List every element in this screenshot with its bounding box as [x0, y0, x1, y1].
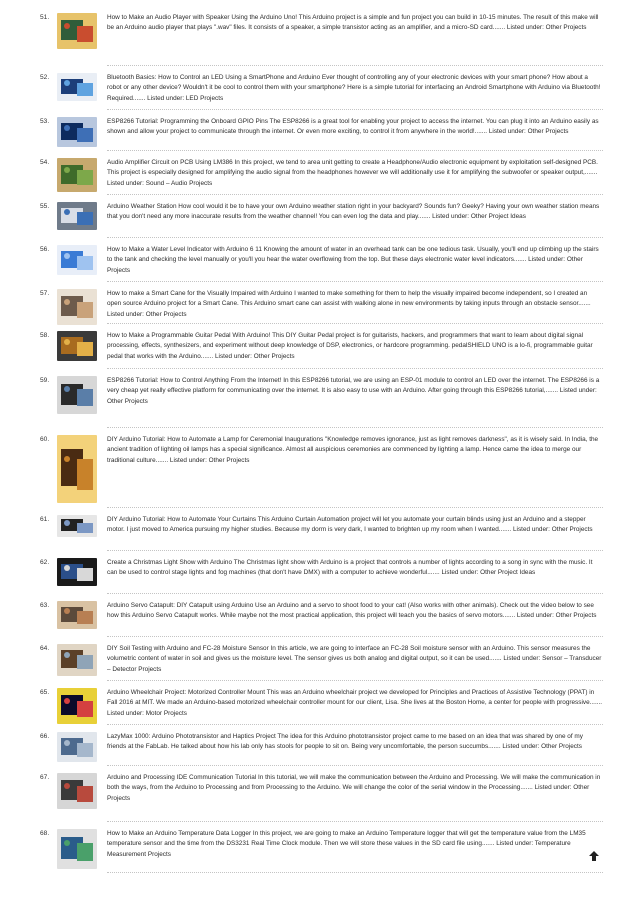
item-title[interactable]: ESP8266 Tutorial: How to Control Anything From the Internet! — [107, 377, 282, 384]
item-text — [107, 245, 603, 276]
item-number: 68. — [40, 830, 50, 837]
item-text — [107, 13, 603, 34]
divider — [107, 323, 603, 324]
item-title[interactable]: How to Make an Audio Player with Speaker Using the Arduino Uno! — [107, 14, 298, 21]
divider — [107, 765, 603, 766]
up-arrow-icon[interactable] — [588, 850, 600, 862]
bluetooth-led-thumbnail-icon[interactable] — [57, 73, 97, 101]
divider — [107, 680, 603, 681]
item-text — [107, 601, 603, 622]
item-description: In this project, we tend to area unit getting to create a Headphone/Audio electronic equipment by exploitation self-designed PCB. This project is especially designed for amplifying the audio signal from the headphones however we will additionally use it for amplifying the subwoofer or speaker output,....... — [107, 159, 598, 177]
item-number: 52. — [40, 74, 50, 81]
esp8266-internet-thumbnail-icon[interactable] — [57, 376, 97, 414]
item-listed-under[interactable]: Listed under: Other Projects — [107, 387, 597, 405]
item-number: 53. — [40, 118, 50, 125]
item-description: This Arduino project is a simple and fun project you can build in 10-15 minutes. The result of this make will be an Arduino audio player that plays ".wav" files. It consists of a speaker, a simple transistor acting as an amplifier, and a micro-SD card....... — [107, 14, 599, 32]
item-number: 60. — [40, 436, 50, 443]
item-title[interactable]: Arduino Servo Catapult: DIY Catapult using Arduino — [107, 602, 254, 609]
item-description: 6 11 Knowing the amount of water in an overhead tank can be one tedious task. Usually, you'll end up climbing up the stairs to the tank and checking the level manually or you'll you hear the water overflowing from the top. But these days electronic water level indicators....... — [107, 246, 599, 264]
item-title[interactable]: How to Make a Programmable Guitar Pedal With Arduino! — [107, 332, 271, 339]
item-description: In this ESP8266 tutorial, we are using an ESP-01 module to control an LED over the internet. The ESP8266 is a very cheap yet really effective platform for communicating over the internet. It is also easy to use with an Arduino. After going through this ESP8266 tutorial,....... — [107, 377, 600, 395]
ceremonial-lamp-thumbnail-icon[interactable] — [57, 435, 97, 503]
water-level-thumbnail-icon[interactable] — [57, 245, 97, 275]
divider — [107, 872, 603, 873]
guitar-pedal-thumbnail-icon[interactable] — [57, 331, 97, 361]
item-title[interactable]: How to Make an Arduino Temperature Data Logger — [107, 830, 252, 837]
item-listed-under[interactable]: Listed under: Sound – Audio Projects — [107, 179, 213, 187]
item-title[interactable]: DIY Soil Testing with Arduino and FC-28 Moisture Sensor — [107, 645, 269, 652]
item-text — [107, 117, 603, 138]
wheelchair-thumbnail-icon[interactable] — [57, 688, 97, 724]
item-description: This was an Arduino wheelchair project we developed for Principles and Practices of Assistive Technology (PPAT) in Fall 2016 at MIT. We made an Arduino-based motorized wheelchair controller mount for our client, Lisa. She lives at the Boston Home, a center for people with progressive....... — [107, 689, 603, 707]
item-text — [107, 376, 603, 407]
curtain-automation-thumbnail-icon[interactable] — [57, 515, 97, 537]
item-description: I wanted to make something for them to help the visually impaired become independent, so I created an open source Arduino project for a Smart Cane. This Arduino smart cane can assist with walking alone in new environments by taking inputs through an obstacle sensor....... — [107, 290, 591, 308]
item-listed-under[interactable]: Listed under: Other Projects — [215, 352, 295, 360]
item-description: The Christmas light show with Arduino is a project that controls a number of lights according to a song in sync with the music. It can be used to control stage lights and fog machines (that don't have DMX) with a computer to achieve wonderful....... — [107, 559, 593, 577]
item-text — [107, 73, 603, 104]
item-listed-under[interactable]: Listed under: Other Projects — [513, 526, 593, 534]
item-number: 67. — [40, 774, 50, 781]
divider — [107, 237, 603, 238]
item-listed-under[interactable]: Listed under: Other Projects — [502, 743, 582, 751]
item-title[interactable]: How to make a Smart Cane for the Visually Impaired with Arduino — [107, 290, 293, 297]
item-title[interactable]: Create a Christmas Light Show with Arduino — [107, 559, 233, 566]
item-listed-under[interactable]: Listed under: Other Projects — [107, 784, 590, 802]
item-title[interactable]: Arduino Weather Station — [107, 203, 177, 210]
item-text — [107, 644, 603, 675]
item-text — [107, 515, 603, 536]
servo-catapult-thumbnail-icon[interactable] — [57, 601, 97, 629]
divider — [107, 821, 603, 822]
item-listed-under[interactable]: Listed under: Other Projects — [107, 310, 187, 318]
weather-station-thumbnail-icon[interactable] — [57, 202, 97, 230]
divider — [107, 109, 603, 110]
divider — [107, 150, 603, 151]
item-text — [107, 435, 603, 466]
smart-cane-thumbnail-icon[interactable] — [57, 289, 97, 325]
item-description: The ESP8266 is a great tool for enabling your project to access the internet. You can plug it into an Arduino easily as shown and allow your project to communicate through the internet. Or even more exciting, to control it from anywhere in the world!....... — [107, 118, 599, 136]
item-listed-under[interactable]: Listed under: Other Projects — [516, 612, 597, 620]
item-listed-under[interactable]: Listed under: Other Projects — [488, 128, 569, 136]
item-description: The idea for this Arduino phototransistor project came to me based on an idea that was shared by one of my friends at the FabLab. He talked about how his lab only has stools for people to sit on. Being very uncomfortable, the person succumbs....... — [107, 733, 583, 751]
item-description: In this article, we are going to interface an FC-28 Soil moisture sensor with an Arduino. This sensor measures the volumetric content of water in soil and gives us the moisture level. The sensor gives us both analog and digital output, so it can be used....... — [107, 645, 591, 663]
item-number: 65. — [40, 689, 50, 696]
item-number: 56. — [40, 246, 50, 253]
item-listed-under[interactable]: Listed under: Other Projects — [169, 456, 250, 464]
item-description: This DIY Guitar Pedal project is for guitarists, hackers, and programmers that want to learn about digital signal processing, effects, synthesizers, and experiment without deep knowledge of DSP, electronics, or hardcore programming. pedalSHIELD UNO is a lo-fi, programmable guitar pedal that works with the Arduino....... — [107, 332, 593, 360]
item-number: 62. — [40, 559, 50, 566]
item-title[interactable]: Bluetooth Basics: How to Control an LED Using a SmartPhone and Arduino — [107, 74, 321, 81]
lazymax-thumbnail-icon[interactable] — [57, 732, 97, 762]
item-number: 51. — [40, 14, 50, 21]
divider — [107, 593, 603, 594]
divider — [107, 550, 603, 551]
item-number: 55. — [40, 203, 50, 210]
item-title[interactable]: DIY Arduino Tutorial: How to Automate a Lamp for Ceremonial Inaugurations — [107, 436, 324, 443]
item-listed-under[interactable]: Listed under: Other Projects — [506, 24, 587, 32]
item-title[interactable]: LazyMax 1000: Arduino Phototransistor and Haptics Project — [107, 733, 276, 740]
item-number: 57. — [40, 290, 50, 297]
divider — [107, 281, 603, 282]
divider — [107, 65, 603, 66]
item-listed-under[interactable]: Listed under: Temperature Measurement Projects — [107, 840, 571, 858]
item-text — [107, 732, 603, 753]
item-listed-under[interactable]: Listed under: Sensor – Transducer – Detector Projects — [107, 655, 602, 673]
divider — [107, 194, 603, 195]
item-description: In this project, we are going to make an Arduino Temperature logger that will get the temperature value from the LM35 temperature sensor and the time from the DS3231 Real Time Clock module. Then we will store these values in the SD card file using....... — [107, 830, 586, 848]
item-text — [107, 158, 603, 189]
item-description: How cool would it be to have your own Arduino weather station right in your backyard? Sounds fun? Geeky? Having your own weather station means that you don't need any more inaccurate results from the weather channel! You can even log the data and play....... — [107, 203, 600, 221]
christmas-lights-thumbnail-icon[interactable] — [57, 558, 97, 586]
item-number: 66. — [40, 733, 50, 740]
item-description: In this tutorial, we will make the communication between the Arduino and Processing. We will make the communication in both the ways, from the Arduino to Processing and from Processing to the Arduino. We will change the color of the serial window in the Processing....... — [107, 774, 601, 792]
item-number: 64. — [40, 645, 50, 652]
divider — [107, 427, 603, 428]
item-listed-under[interactable]: Listed under: Other Projects — [107, 256, 583, 274]
item-text — [107, 202, 603, 223]
item-text — [107, 558, 603, 579]
item-title[interactable]: ESP8266 Tutorial: Programming the Onboard GPIO Pins — [107, 118, 268, 125]
item-listed-under[interactable]: Listed under: Other Project Ideas — [441, 569, 536, 577]
item-title[interactable]: Arduino and Processing IDE Communication Tutorial — [107, 774, 257, 781]
item-text — [107, 331, 603, 362]
divider — [107, 636, 603, 637]
divider — [107, 724, 603, 725]
item-number: 59. — [40, 377, 50, 384]
processing-ide-thumbnail-icon[interactable] — [57, 773, 97, 809]
amplifier-pcb-thumbnail-icon[interactable] — [57, 158, 97, 192]
item-text — [107, 829, 603, 860]
item-description: This Arduino Curtain Automation project will let you automate your curtain blinds using just an Arduino and a stepper motor. I just moved to America pursuing my higher studies. Because my dorm is very dark, I wanted to brighten up my room when I wanted....... — [107, 516, 586, 534]
item-text — [107, 688, 603, 719]
item-description: Use an Arduino and a servo to shoot food to your cat! (Also works with other animals). Check out the video below to see how this Arduino Servo Catapult works. While maybe not the most practical application, this project will teach you the basics of servo motors....... — [107, 602, 594, 620]
item-title[interactable]: How to Make a Water Level Indicator with Arduino — [107, 246, 249, 253]
item-listed-under[interactable]: Listed under: LED Projects — [147, 94, 224, 102]
item-number: 61. — [40, 516, 50, 523]
item-description: Ever thought of controlling any of your electronic devices with your smart phone? How about a robot or any other device? Wouldn't it be cool to control them with your smartphone? Here is a simple tutorial for interfacing an Android Smartphone with Arduino via Bluetooth! Required....... — [107, 74, 601, 102]
divider — [107, 507, 603, 508]
item-description: "Knowledge removes ignorance, just as light removes darkness", as it is wisely said. In India, the ancient tradition of lighting oil lamps has a special significance. Almost all auspicious ceremonies are commenced by lighting a lamp. Hence came the idea to merge our traditional culture....... — [107, 436, 599, 464]
esp8266-board-thumbnail-icon[interactable] — [57, 117, 97, 147]
item-listed-under[interactable]: Listed under: Motor Projects — [107, 709, 187, 717]
soil-moisture-thumbnail-icon[interactable] — [57, 644, 97, 676]
divider — [107, 368, 603, 369]
item-title[interactable]: Arduino Wheelchair Project: Motorized Controller Mount — [107, 689, 266, 696]
item-number: 54. — [40, 159, 50, 166]
item-number: 63. — [40, 602, 50, 609]
item-text — [107, 289, 603, 320]
item-title[interactable]: DIY Arduino Tutorial: How to Automate Your Curtains — [107, 516, 257, 523]
item-number: 58. — [40, 332, 50, 339]
temperature-logger-thumbnail-icon[interactable] — [57, 829, 97, 869]
item-listed-under[interactable]: Listed under: Other Project Ideas — [432, 213, 526, 221]
audio-player-thumbnail-icon[interactable] — [57, 13, 97, 49]
item-text — [107, 773, 603, 804]
item-title[interactable]: Audio Amplifier Circuit on PCB Using LM386 — [107, 159, 233, 166]
